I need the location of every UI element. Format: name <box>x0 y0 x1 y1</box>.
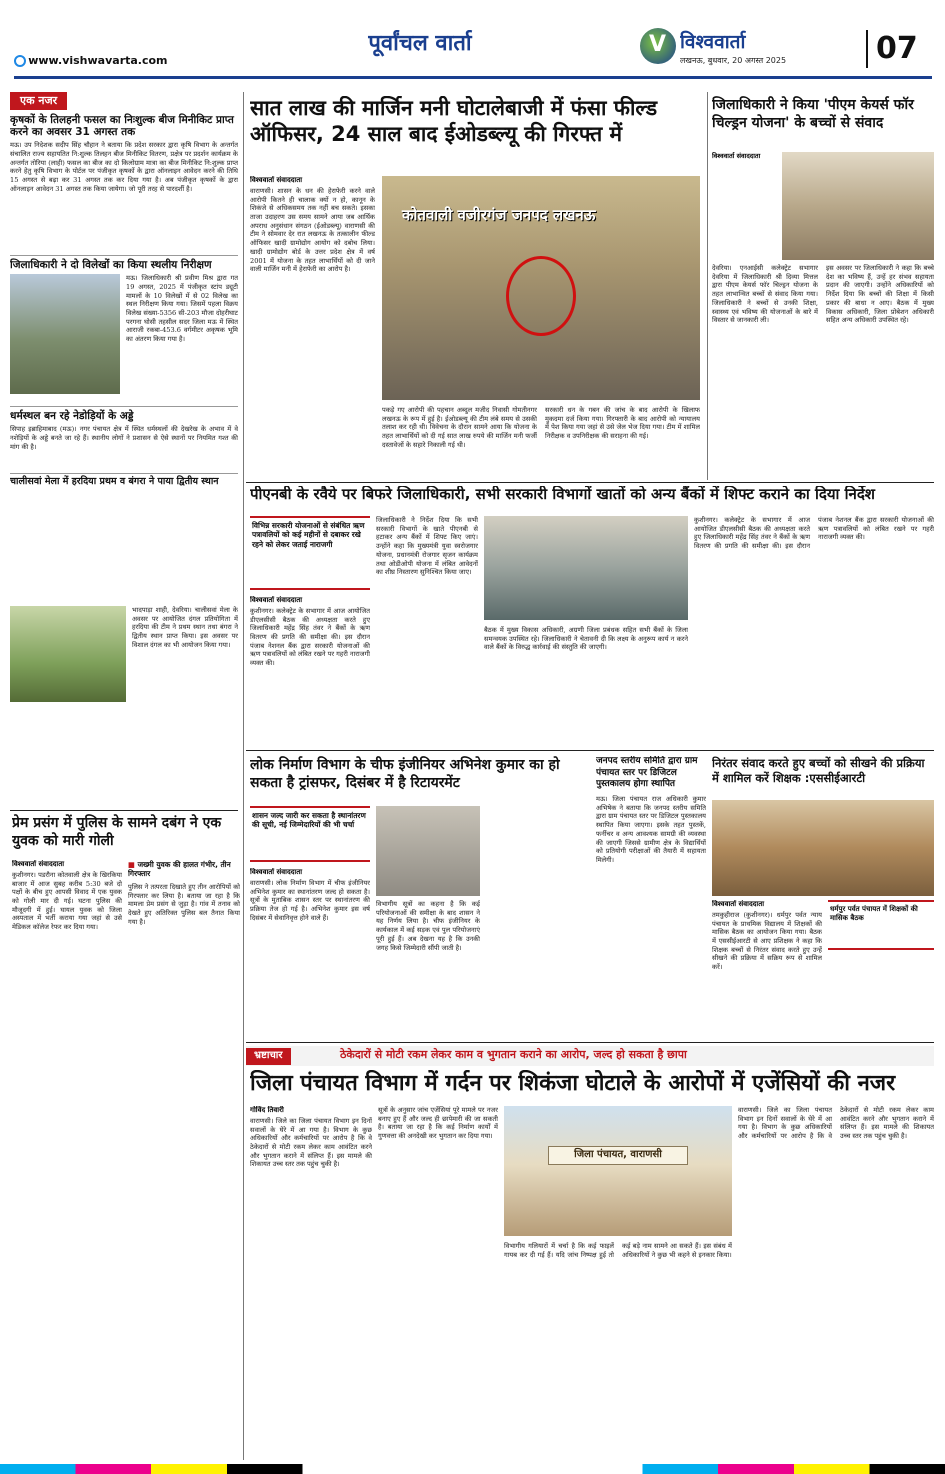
pwd-quote: शासन जल्द जारी कर सकता है स्थानांतरण की सूची, नई जिम्मेदारियों की भी चर्चा <box>250 806 370 862</box>
col-sep-right <box>707 92 708 480</box>
police-quote: ■ जख्मी युवक की हालत गंभीर, तीन गिरफ्तार <box>128 860 240 883</box>
pm-cares-col <box>712 152 778 272</box>
mela-block <box>10 606 238 806</box>
website-row[interactable] <box>14 54 274 68</box>
print-color-bar <box>0 1464 945 1474</box>
bhrashtachar-body: वाराणसी। जिले का जिला पंचायत विभाग इन दिनों सवालों के घेरे में आ गया है। विभाग के कुछ अधिकारियों और कर्मचारियों पर आरोप है कि वे ठेकेदारों से मोटी रकम लेकर काम आवंटित करने और भुगतान कराने में संलिप्त हैं। इस मामले की शिकायत उच्च स्तर तक पहुंच चुकी है। <box>250 1116 372 1169</box>
ek-nazar-column <box>10 92 238 604</box>
ek-nazar-body-3: सिपाह इब्राहिमाबाद (मऊ)। नगर पंचायत क्षेत्र में स्थित धर्मस्थलों की देखरेख के अभाव में वे नशेड़ियों के अड्डे बनते जा रहे हैं। स्थानीय लोगों ने प्रशासन से ऐसे स्थानों पर नियमित गश्त की मांग की है। <box>10 425 238 451</box>
pnb-body-3: बैठक में मुख्य विकास अधिकारी, अग्रणी जिला प्रबंधक सहित सभी बैंकों के जिला समन्वयक उपस्थित रहे। जिलाधिकारी ने चेतावनी दी कि लक्ष्य के अनुरूप कार्य न करने वाले बैंकों के विरुद्ध कार्रवाई की संस्तुति की जाएगी। <box>484 626 688 652</box>
pm-cares-headline: जिलाधिकारी ने किया 'पीएम केयर्स फॉर चिल्ड्रन योजना' के बच्चों से संवाद <box>712 97 914 132</box>
dateline: लखनऊ, बुधवार, 20 अगस्त 2025 <box>680 56 787 65</box>
pnb-quote: विभिन्न सरकारी योजनाओं से संबंधित ऋण पत्रावलियों को कई महीनों से दबाकर रखे रहने को लेकर जताई नाराजगी <box>250 516 370 590</box>
brand-logo <box>640 28 676 64</box>
scert-quote: धर्मपुर पर्वत पंचायत में शिक्षकों की मासिक बैठक <box>828 900 934 950</box>
bhrashtachar-headline: जिला पंचायत विभाग में गर्दन पर शिकंजा घोटाले के आरोपों में एजेंसियों की नजर <box>250 1071 896 1096</box>
library-headline: जनपद स्तरीय समिति द्वारा ग्राम पंचायत स्तर पर डिजिटल पुस्तकालय होगा स्थापित <box>596 756 698 790</box>
pm-cares-body: देवरिया। एनआईसी कलेक्ट्रेट सभागार देवरिया में जिलाधिकारी श्री दिव्या मित्तल द्वारा पीएम केयर्स फॉर चिल्ड्रन योजना के तहत लाभान्वित बच्चों से संवाद किया गया। जिलाधिकारी ने बच्चों से उनकी शिक्षा, स्वास्थ्य एवं भविष्य की योजनाओं के बारे में विस्तार से जानकारी ली। <box>712 264 818 325</box>
ek-nazar-headline-1: कृषकों के तिलहनी फसल का निःशुल्क बीज मिनीकिट प्राप्त करने का अवसर 31 अगस्त तक <box>10 114 234 139</box>
accused-highlight-circle <box>506 256 576 336</box>
mela-photo <box>10 606 126 702</box>
police-body-2: पुलिस ने तत्परता दिखाते हुए तीन आरोपियों को गिरफ्तार कर लिया है। बताया जा रहा है कि मामला प्रेम प्रसंग से जुड़ा है। गांव में तनाव को देखते हुए अतिरिक्त पुलिस बल तैनात किया गया है। <box>128 882 240 926</box>
pnb-byline: विश्ववार्ता संवाददाता <box>250 596 303 604</box>
pnb-col-1 <box>250 596 370 746</box>
brand-name: विश्ववार्ता <box>680 31 746 53</box>
police-col-2 <box>128 860 240 1460</box>
pnb-headline: पीएनबी के रवैये पर बिफरे जिलाधिकारी, सभी सरकारी विभागों खातों को अन्य बैंकों में शिफ्ट कराने का दिया निर्देश <box>250 486 876 503</box>
bhrashtachar-byline: गोविंद तिवारी <box>250 1106 284 1114</box>
pnb-photo <box>484 516 688 620</box>
pnb-body-2: जिलाधिकारी ने निर्देश दिया कि सभी सरकारी विभागों के खाते पीएनबी से हटाकर अन्य बैंकों में शिफ्ट किए जाएं। उन्होंने कहा कि मुख्यमंत्री युवा स्वरोजगार योजना, प्रधानमंत्री रोजगार सृजन कार्यक्रम तथा ओडीओपी योजना में लंबित आवेदनों का शीघ्र निस्तारण सुनिश्चित किया जाए। <box>376 516 478 577</box>
inspection-photo <box>10 274 120 394</box>
pwd-col-1 <box>250 868 370 1038</box>
logo-v-icon: V <box>649 32 667 57</box>
pwd-body-2: विभागीय सूत्रों का कहना है कि कई परियोजनाओं की समीक्षा के बाद शासन ने यह निर्णय लिया है। चीफ इंजीनियर के कार्यकाल में कई सड़क एवं पुल परियोजनाएं पूरी हुई हैं। अब देखना यह है कि उनकी जगह किसे जिम्मेदारी सौंपी जाती है। <box>376 900 480 952</box>
masthead-divider <box>14 76 932 79</box>
divider-3 <box>10 810 238 811</box>
scert-body: तमकुहीराज (कुशीनगर)। धर्मपुर पर्वत न्याय पंचायत के प्राथमिक विद्यालय में शिक्षकों की मासिक बैठक का आयोजन किया गया। बैठक में एससीईआरटी से आए प्रशिक्षक ने कहा कि शिक्षक बच्चों से निरंतर संवाद करते हुए उन्हें सीखने की प्रक्रिया में सक्रिय रूप से शामिल करें। <box>712 910 822 972</box>
pm-cares-body-2: इस अवसर पर जिलाधिकारी ने कहा कि बच्चे देश का भविष्य हैं, उन्हें हर संभव सहायता प्रदान की जाएगी। उन्होंने अधिकारियों को निर्देश दिया कि बच्चों की शिक्षा में किसी प्रकार की बाधा न आए। बैठक में मुख्य विकास अधिकारी, जिला प्रोबेशन अधिकारी सहित अन्य अधिकारी उपस्थित रहे। <box>826 264 934 325</box>
divider-4 <box>246 1042 934 1043</box>
bhrashtachar-photo <box>504 1106 732 1236</box>
ek-nazar-body-2: मऊ। जिलाधिकारी श्री प्रवीण मिश्र द्वारा गत 19 अगस्त, 2025 में पंजीकृत स्टांप ड्यूटी मामलों के 10 विलेखों में से 02 विलेख का स्थल निरीक्षण किया गया। जिसमें पहला विक्रय विलेख संख्या-5356 सी-203 मौजा दोहरीघाट परगना घोसी तहसील सदर जिला मऊ में स्थित आराजी रकबा-453.6 वर्गमीटर अकृषक भूमि का अंतरण किया गया है। <box>126 274 238 344</box>
pm-cares-photo <box>782 152 934 260</box>
lead-photo <box>382 176 700 400</box>
scert-col <box>712 900 822 1038</box>
lead-body-3: सरकारी धन के गबन की जांच के बाद आरोपी के खिलाफ मुकदमा दर्ज किया गया। गिरफ्तारी के बाद आरोपी को न्यायालय में पेश किया गया जहां से उसे जेल भेज दिया गया। टीम में शामिल निरीक्षक व उपनिरीक्षक की सराहना की गई। <box>545 406 700 441</box>
lead-photo-signboard: कोतवाली वजीरगंज जनपद लखनऊ <box>402 206 596 224</box>
ie-icon <box>14 55 26 67</box>
divider-2 <box>246 750 934 751</box>
police-col-1 <box>12 860 122 1460</box>
lead-headline: सात लाख की मार्जिन मनी घोटालेबाजी में फंसा फील्ड ऑफिसर, 24 साल बाद ईओडब्ल्यू की गिरफ्त में <box>250 96 658 146</box>
lead-body-2: पकड़े गए आरोपी की पहचान अब्दुल मजीद निवासी गोमतीनगर लखनऊ के रूप में हुई है। ईओडब्ल्यू की टीम लंबे समय से उसकी तलाश कर रही थी। विवेचना के दौरान सामने आया कि योजना के तहत लाभार्थियों को दी गई सात लाख रुपये की मार्जिन मनी फर्जी दस्तावेजों के सहारे निकाली गई थी। <box>382 406 537 449</box>
pm-cares-byline: विश्ववार्ता संवाददाता <box>712 152 761 160</box>
police-headline: प्रेम प्रसंग में पुलिस के सामने दबंग ने एक युवक को मारी गोली <box>12 815 222 850</box>
pnb-body-4: कुशीनगर। कलेक्ट्रेट के सभागार में आज आयोजित डीएलसीसी बैठक की अध्यक्षता करते हुए जिलाधिकारी महेंद्र सिंह तंवर ने बैंकों के ऋण वितरण की प्रगति की समीक्षा की। इस दौरान पंजाब नेशनल बैंक द्वारा सरकारी योजनाओं की ऋण पत्रावलियों को लंबित रखने पर गहरी नाराजगी व्यक्त की। <box>694 516 934 551</box>
ek-nazar-body-1: मऊ। उप निदेशक सदीप सिंह चौहान ने बताया कि प्रदेश सरकार द्वारा कृषि विभाग के अन्तर्गत संचालित राज्य सहायतित नि:शुल्क तिलहन बीज मिनीकिट वितरण, प्रक्षेत्र पर प्रदर्शन कार्यक्रम के अन्तर्गत तोरिया (लाही) फसल का बीज का दो किलोग्राम मात्रा का बीज मिनीकिट नि:शुल्क प्राप्त करने हेतु कृषि विभाग के पोर्टल पर पंजीकृत कृषकों के द्वारा ऑनलाइन आवेदन करने की तिथि 15 अगस्त से बढ़ा कर 31 अगस्त तक कर दिया गया है। अब पंजीकृत कृषकों के द्वारा ऑनलाइन आवेदन 31 अगस्त तक किया जायेगा। जो पूरी तरह से पारदर्शी है। <box>10 141 238 193</box>
lead-byline: विश्ववार्ता संवाददाता <box>250 176 303 184</box>
page-number: 07 <box>866 30 926 68</box>
bhrashtachar-body-4: वाराणसी। जिले का जिला पंचायत विभाग इन दिनों सवालों के घेरे में आ गया है। विभाग के कुछ अधिकारियों और कर्मचारियों पर आरोप है कि वे ठेकेदारों से मोटी रकम लेकर काम आवंटित करने और भुगतान कराने में संलिप्त हैं। इस मामले की शिकायत उच्च स्तर तक पहुंच चुकी है। <box>738 1106 934 1141</box>
mela-body: भादपाड़ा शाही, देवरिया। चालीसवां मेला के अवसर पर आयोजित दंगल प्रतियोगिता में हरदिया की टीम ने प्रथम स्थान तथा बंगरा ने द्वितीय स्थान प्राप्त किया। इस अवसर पर विशाल दंगल का भी आयोजन किया गया। <box>132 606 238 649</box>
scert-byline: विश्ववार्ता संवाददाता <box>712 900 765 908</box>
bhrashtachar-kicker-row <box>246 1046 934 1066</box>
ek-nazar-headline-2: जिलाधिकारी ने दो विलेखों का किया स्थलीय निरीक्षण <box>10 255 238 271</box>
ek-nazar-headline-3: धर्मस्थल बन रहे नेडोड़ियों के अड्डे <box>10 406 238 422</box>
col-sep-left <box>243 92 244 1460</box>
bhrashtachar-body-3: विभागीय गलियारों में चर्चा है कि कई फाइलें गायब कर दी गई हैं। यदि जांच निष्पक्ष हुई तो कई बड़े नाम सामने आ सकते हैं। इस संबंध में अधिकारियों ने कुछ भी कहने से इनकार किया। <box>504 1242 732 1259</box>
bhrashtachar-tag: भ्रष्टाचार <box>246 1048 291 1065</box>
bhrashtachar-subhead: ठेकेदारों से मोटी रकम लेकर काम व भुगतान कराने का आरोप, जल्द हो सकता है छापा <box>340 1048 687 1061</box>
pwd-body: वाराणसी। लोक निर्माण विभाग में चीफ इंजीनियर अभिनेश कुमार का स्थानांतरण जल्द हो सकता है। सूत्रों के मुताबिक शासन स्तर पर स्थानांतरण की प्रक्रिया तेज हो गई है। अभिनेश कुमार इस वर्ष दिसंबर में सेवानिवृत्त होने वाले हैं। <box>250 878 370 922</box>
library-body: मऊ। जिला पंचायत राज अधिकारी कुमार अभिषेक ने बताया कि जनपद स्तरीय समिति द्वारा ग्राम पंचायत स्तर पर डिजिटल पुस्तकालय स्थापित किया जाएगा। इसके तहत पुस्तकें, फर्नीचर व अन्य आवश्यक सामग्री की व्यवस्था की जाएगी जिससे ग्रामीण क्षेत्र के विद्यार्थियों को प्रतियोगी परीक्षाओं की तैयारी में सहायता मिलेगी। <box>596 795 706 864</box>
ek-nazar-headline-4: चालीसवां मेला में हरदिया प्रथम व बंगरा ने पाया द्वितीय स्थान <box>10 473 238 488</box>
scert-photo <box>712 800 934 896</box>
website-link[interactable]: www.vishwavarta.com <box>28 54 168 67</box>
divider-1 <box>246 482 934 483</box>
pwd-byline: विश्ववार्ता संवाददाता <box>250 868 303 876</box>
section-title: पूर्वांचल वार्ता <box>368 31 472 56</box>
police-byline: विश्ववार्ता संवाददाता <box>12 860 65 868</box>
lead-byline-col <box>250 176 375 478</box>
pnb-body: कुशीनगर। कलेक्ट्रेट के सभागार में आज आयोजित डीएलसीसी बैठक की अध्यक्षता करते हुए जिलाधिकारी महेंद्र सिंह तंवर ने बैंकों के ऋण वितरण की प्रगति की समीक्षा की। इस दौरान पंजाब नेशनल बैंक द्वारा सरकारी योजनाओं की ऋण पत्रावलियों को लंबित रखने पर गहरी नाराजगी व्यक्त की। <box>250 606 370 668</box>
ek-nazar-tag: एक नजर <box>10 92 67 110</box>
pwd-photo <box>376 806 480 896</box>
lead-body: वाराणसी। शासन के धन की हेराफेरी करने वाले आरोपी कितने ही चालाक क्यों न हो, कानून के शिकंजे से अधिकसमय तक नहीं बच सकते। इसका ताजा उदाहरण उस समय सामने आया जब आर्थिक अपराध अनुसंधान संगठन (ईओडब्ल्यू) वाराणसी की टीम ने सोमवार देर रात लखनऊ के तत्कालीन फील्ड ऑफिसर खादी ग्रामोद्योग आयोग को दबोच लिया। खादी ग्रामोद्योग बोर्ड के उत्तर प्रदेश क्षेत्र में वर्ष 2001 में योजना के तहत लाभार्थियों को दी जाने वाली मार्जिन मनी में हेराफेरी का आरोप है। <box>250 186 375 274</box>
bhrashtachar-body-2: सूत्रों के अनुसार जांच एजेंसियां पूरे मामले पर नजर बनाए हुए हैं और जल्द ही छापेमारी की जा सकती है। बताया जा रहा है कि कई निर्माण कार्यों में गुणवत्ता की अनदेखी कर भुगतान कर दिया गया। <box>378 1106 498 1141</box>
masthead <box>0 0 945 88</box>
scert-headline: निरंतर संवाद करते हुए बच्चों को सीखने की प्रक्रिया में शामिल करें शिक्षक :एससीईआरटी <box>712 756 925 785</box>
police-body: कुशीनगर। पडरौना कोतवाली क्षेत्र के खिरकिया बाजार में आज सुबह करीब 5:30 बजे दो पक्षों के बीच हुए आपसी विवाद में एक युवक को गोली मार दी गई। घटना पुलिस की मौजूदगी में हुई। घायल युवक को जिला अस्पताल में भर्ती कराया गया जहां से उसे मेडिकल कॉलेज रेफर कर दिया गया। <box>12 870 122 932</box>
bhrashtachar-col-1 <box>250 1106 372 1454</box>
library-block <box>596 756 706 1038</box>
bhrashtachar-photo-sign: जिला पंचायत, वाराणसी <box>548 1146 688 1165</box>
pwd-headline: लोक निर्माण विभाग के चीफ इंजीनियर अभिनेश कुमार का हो सकता है ट्रांसफर, दिसंबर में है रिटायरमेंट <box>250 757 560 792</box>
